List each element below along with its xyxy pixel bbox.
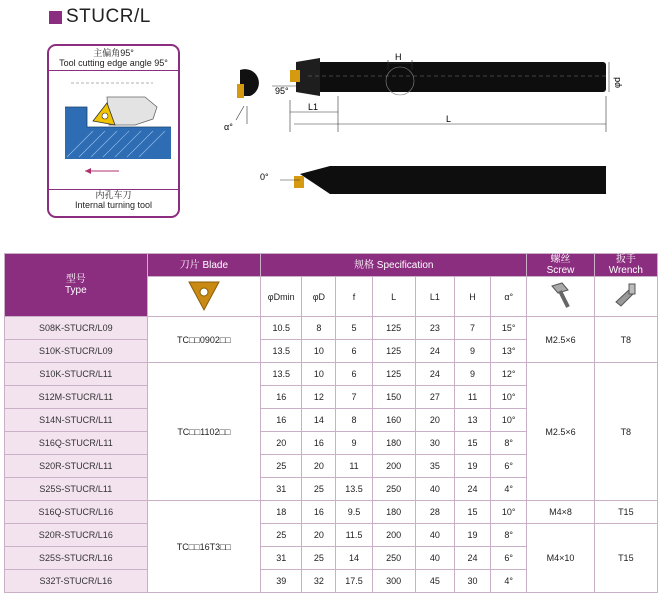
internal-turning-caption (49, 190, 178, 210)
value-cell: 125 (372, 340, 415, 363)
value-cell: 40 (415, 524, 454, 547)
screw-icon (527, 277, 594, 317)
value-cell: 40 (415, 547, 454, 570)
value-cell: 24 (454, 478, 490, 501)
title-square-icon (49, 11, 62, 24)
value-cell: 180 (372, 501, 415, 524)
value-cell: 16 (261, 386, 302, 409)
value-cell: 35 (415, 455, 454, 478)
wrench-icon (594, 277, 657, 317)
value-cell: 7 (336, 386, 372, 409)
value-cell: 9.5 (336, 501, 372, 524)
type-cell: S14N-STUCR/L11 (5, 409, 148, 432)
value-cell: 10.5 (261, 317, 302, 340)
value-cell: 20 (415, 409, 454, 432)
value-cell: 10 (302, 363, 336, 386)
value-cell: 31 (261, 478, 302, 501)
alpha-label: α° (224, 122, 233, 132)
value-cell: 200 (372, 455, 415, 478)
wrench-cell: T8 (594, 317, 657, 363)
value-cell: 160 (372, 409, 415, 432)
value-cell: 17.5 (336, 570, 372, 593)
value-cell: 19 (454, 524, 490, 547)
zero-degree-label: 0° (260, 172, 269, 182)
value-cell: 15 (454, 432, 490, 455)
wrench-cell: T15 (594, 501, 657, 524)
value-cell: 13.5 (261, 340, 302, 363)
value-cell: 24 (415, 363, 454, 386)
col-alpha: α° (491, 277, 527, 317)
header-screw: 螺丝 Screw (527, 254, 594, 277)
value-cell: 9 (454, 340, 490, 363)
value-cell: 13 (454, 409, 490, 432)
angle-caption (49, 48, 178, 68)
h-label: H (395, 52, 402, 62)
screw-cell: M4×8 (527, 501, 594, 524)
value-cell: 23 (415, 317, 454, 340)
type-cell: S12M-STUCR/L11 (5, 386, 148, 409)
l1-label: L1 (308, 102, 319, 112)
angle-95-label: 95° (275, 86, 289, 96)
value-cell: 7 (454, 317, 490, 340)
type-cell: S25S-STUCR/L11 (5, 478, 148, 501)
value-cell: 16 (302, 432, 336, 455)
blade-cell: TC□□1102□□ (147, 363, 261, 501)
value-cell: 28 (415, 501, 454, 524)
bottom-caption-en: Internal turning tool (74, 200, 153, 210)
blade-cell: TC□□0902□□ (147, 317, 261, 363)
screw-cell: M2.5×6 (527, 317, 594, 363)
value-cell: 125 (372, 317, 415, 340)
value-cell: 6 (336, 340, 372, 363)
type-cell: S16Q-STUCR/L11 (5, 432, 148, 455)
blade-cell: TC□□16T3□□ (147, 501, 261, 593)
bottom-caption-cn: 内孔车刀 (95, 190, 132, 200)
col-l: L (372, 277, 415, 317)
value-cell: 8° (491, 432, 527, 455)
wrench-cell: T15 (594, 524, 657, 593)
value-cell: 10 (302, 340, 336, 363)
value-cell: 15 (454, 501, 490, 524)
col-l1: L1 (415, 277, 454, 317)
type-cell: S20R-STUCR/L11 (5, 455, 148, 478)
value-cell: 8 (336, 409, 372, 432)
value-cell: 8° (491, 524, 527, 547)
value-cell: 20 (302, 524, 336, 547)
value-cell: 19 (454, 455, 490, 478)
value-cell: 13° (491, 340, 527, 363)
value-cell: 13.5 (261, 363, 302, 386)
value-cell: 6° (491, 547, 527, 570)
value-cell: 39 (261, 570, 302, 593)
type-cell: S10K-STUCR/L09 (5, 340, 148, 363)
tool-drawings (220, 40, 620, 200)
value-cell: 10° (491, 386, 527, 409)
value-cell: 14 (336, 547, 372, 570)
header-specification: 规格 Specification (261, 254, 527, 277)
value-cell: 30 (415, 432, 454, 455)
value-cell: 250 (372, 478, 415, 501)
value-cell: 12 (302, 386, 336, 409)
col-f: f (336, 277, 372, 317)
value-cell: 10° (491, 501, 527, 524)
value-cell: 4° (491, 478, 527, 501)
title-text: STUCR/L (66, 6, 151, 27)
type-cell: S32T-STUCR/L16 (5, 570, 148, 593)
value-cell: 300 (372, 570, 415, 593)
value-cell: 25 (302, 547, 336, 570)
value-cell: 11 (336, 455, 372, 478)
value-cell: 25 (261, 524, 302, 547)
value-cell: 11.5 (336, 524, 372, 547)
col-h: H (454, 277, 490, 317)
value-cell: 125 (372, 363, 415, 386)
value-cell: 5 (336, 317, 372, 340)
value-cell: 40 (415, 478, 454, 501)
value-cell: 8 (302, 317, 336, 340)
value-cell: 6° (491, 455, 527, 478)
value-cell: 25 (261, 455, 302, 478)
screw-cell: M4×10 (527, 524, 594, 593)
value-cell: 14 (302, 409, 336, 432)
value-cell: 180 (372, 432, 415, 455)
value-cell: 24 (454, 547, 490, 570)
internal-turning-illustration (49, 70, 178, 190)
value-cell: 20 (302, 455, 336, 478)
angle-caption-cn: 主偏角95° (93, 48, 134, 58)
col-dmin: φDmin (261, 277, 302, 317)
page-title (49, 6, 151, 28)
value-cell: 12° (491, 363, 527, 386)
end-view-drawing (224, 69, 259, 132)
value-cell: 10° (491, 409, 527, 432)
type-cell: S08K-STUCR/L09 (5, 317, 148, 340)
value-cell: 11 (454, 386, 490, 409)
value-cell: 6 (336, 363, 372, 386)
blade-insert-icon (147, 277, 261, 317)
header-type: 型号 Type (5, 254, 148, 317)
table-row (5, 317, 658, 340)
value-cell: 4° (491, 570, 527, 593)
table-row (5, 524, 658, 547)
header-wrench: 扳手 Wrench (594, 254, 657, 277)
value-cell: 200 (372, 524, 415, 547)
value-cell: 9 (336, 432, 372, 455)
header-blade: 刀片 Blade (147, 254, 261, 277)
angle-caption-en: Tool cutting edge angle 95° (59, 58, 168, 68)
value-cell: 25 (302, 478, 336, 501)
value-cell: 18 (261, 501, 302, 524)
type-cell: S20R-STUCR/L16 (5, 524, 148, 547)
value-cell: 45 (415, 570, 454, 593)
type-cell: S16Q-STUCR/L16 (5, 501, 148, 524)
d-label: φd (612, 77, 622, 88)
value-cell: 20 (261, 432, 302, 455)
value-cell: 13.5 (336, 478, 372, 501)
value-cell: 24 (415, 340, 454, 363)
l-label: L (446, 114, 452, 124)
angle-info-box (47, 44, 180, 218)
value-cell: 150 (372, 386, 415, 409)
specification-table (4, 253, 658, 593)
col-d: φD (302, 277, 336, 317)
value-cell: 9 (454, 363, 490, 386)
type-cell: S10K-STUCR/L11 (5, 363, 148, 386)
value-cell: 31 (261, 547, 302, 570)
type-cell: S25S-STUCR/L16 (5, 547, 148, 570)
value-cell: 15° (491, 317, 527, 340)
table-row (5, 363, 658, 386)
screw-cell: M2.5×6 (527, 363, 594, 501)
value-cell: 27 (415, 386, 454, 409)
value-cell: 16 (302, 501, 336, 524)
wrench-cell: T8 (594, 363, 657, 501)
boring-bar-bottom-view (260, 166, 606, 194)
value-cell: 250 (372, 547, 415, 570)
table-row (5, 501, 658, 524)
value-cell: 16 (261, 409, 302, 432)
value-cell: 30 (454, 570, 490, 593)
boring-bar-side-view (272, 52, 622, 132)
value-cell: 32 (302, 570, 336, 593)
